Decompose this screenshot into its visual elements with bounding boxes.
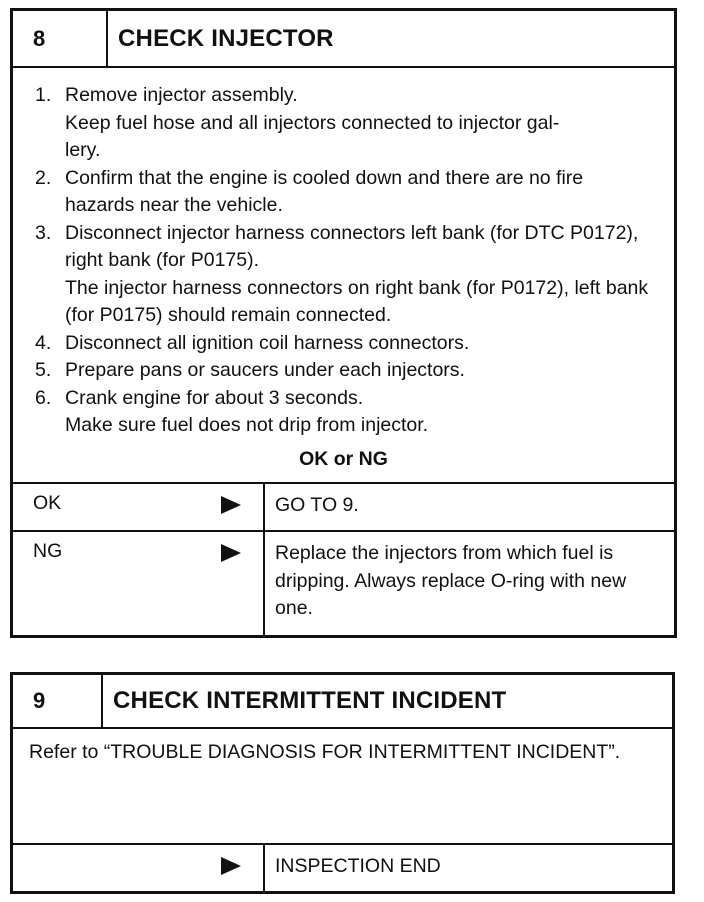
instruction-number: 3. bbox=[35, 221, 52, 244]
condition-label: NG bbox=[33, 540, 63, 562]
instruction-number: 6. bbox=[35, 386, 52, 409]
instruction-item-5 bbox=[35, 357, 674, 385]
step-8-box bbox=[10, 8, 677, 638]
instruction-number: 1. bbox=[35, 84, 52, 106]
instruction-list bbox=[13, 68, 674, 440]
result-row-end bbox=[13, 845, 672, 893]
instruction-line: Disconnect injector harness connectors left bank (for DTC P0172), right bank (for P0175). bbox=[65, 221, 639, 271]
step-8-header bbox=[13, 11, 674, 68]
result-condition bbox=[13, 845, 265, 893]
instruction-number: 5. bbox=[35, 359, 52, 381]
instruction-line: Crank engine for about 3 seconds. bbox=[65, 386, 364, 409]
result-action: Replace the injectors from which fuel is dripping. Always replace O-ring with new one. bbox=[275, 542, 627, 619]
instruction-line: Make sure fuel does not drip from injector. bbox=[65, 414, 429, 436]
instruction-line: Keep fuel hose and all injectors connected to injector gal-lery. bbox=[65, 111, 560, 161]
result-label: OK or NG bbox=[299, 448, 388, 470]
step-9-header bbox=[13, 675, 672, 729]
instruction-text bbox=[65, 385, 674, 440]
instruction-item-6 bbox=[35, 385, 674, 440]
condition-label: OK bbox=[33, 492, 62, 514]
step-8-title: CHECK INJECTOR bbox=[118, 24, 334, 52]
instruction-item-1 bbox=[35, 82, 674, 165]
step-9-box bbox=[10, 672, 675, 894]
result-action: GO TO 9. bbox=[275, 494, 359, 516]
step-9-instructions: Refer to “TROUBLE DIAGNOSIS FOR INTERMITTENT INCIDENT”. bbox=[13, 729, 672, 845]
step-8-number: 8 bbox=[13, 11, 108, 66]
arrow-right-icon bbox=[221, 496, 241, 514]
result-action: INSPECTION END bbox=[275, 855, 441, 877]
instruction-text: Prepare pans or saucers under each injectors. bbox=[65, 359, 465, 381]
instruction-text: Confirm that the engine is cooled down and there are no fire hazards near the vehicle. bbox=[65, 166, 584, 216]
result-row-ok bbox=[13, 484, 674, 532]
result-condition bbox=[13, 484, 265, 530]
instruction-text: Disconnect all ignition coil harness connectors. bbox=[65, 331, 470, 354]
result-condition bbox=[13, 532, 265, 638]
instruction-item-4 bbox=[35, 330, 674, 358]
result-row-ng bbox=[13, 532, 674, 638]
instruction-number: 2. bbox=[35, 166, 52, 189]
instruction-item-3 bbox=[35, 220, 674, 330]
arrow-right-icon bbox=[221, 857, 241, 875]
instruction-item-2 bbox=[35, 165, 674, 220]
instruction-text bbox=[65, 220, 674, 330]
arrow-right-icon bbox=[221, 544, 241, 562]
instruction-line: The injector harness connectors on right bank (for P0172), left bank (for P0175) should remain connected. bbox=[65, 276, 649, 326]
instruction-line: Remove injector assembly. bbox=[65, 84, 298, 106]
instruction-text bbox=[65, 82, 674, 165]
step-9-number: 9 bbox=[13, 675, 103, 727]
instruction-number: 4. bbox=[35, 331, 52, 354]
step-9-title: CHECK INTERMITTENT INCIDENT bbox=[113, 687, 507, 714]
step-8-instructions bbox=[13, 68, 674, 484]
